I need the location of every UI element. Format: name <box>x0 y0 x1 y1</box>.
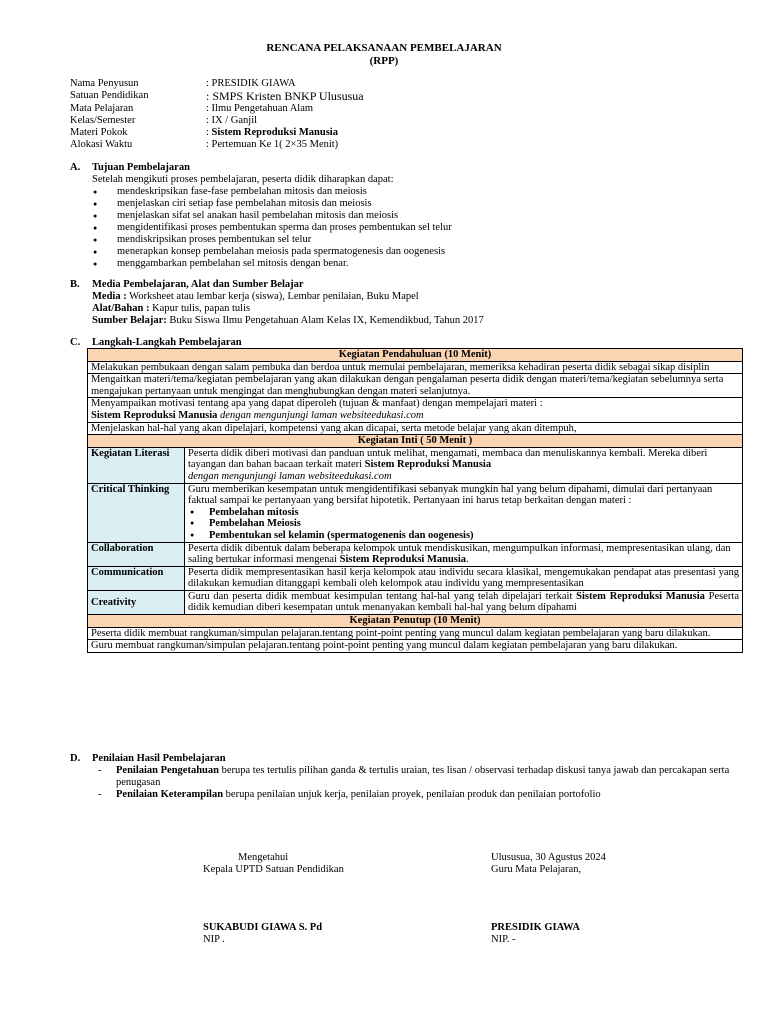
table-row <box>88 361 743 374</box>
table-cell <box>185 590 743 614</box>
learning-steps-table <box>87 348 743 653</box>
media-label: Media : <box>92 291 127 302</box>
section-title: Tujuan Pembelajaran <box>92 162 190 173</box>
media-value: Worksheet atau lembar kerja (siswa), Lembar penilaian, Buku Mapel <box>126 291 419 302</box>
alat-label: Alat/Bahan : <box>92 303 150 314</box>
subtitle-line: (RPP) <box>369 55 399 67</box>
identity-label: Kelas/Semester <box>70 115 136 126</box>
identity-value: : Ilmu Pengetahuan Alam <box>206 103 314 114</box>
table-row <box>88 615 743 628</box>
materi-pokok-value: Sistem Reproduksi Manusia <box>211 127 338 138</box>
table-cell <box>185 483 743 542</box>
assessment-desc: berupa tes tertulis pilihan ganda & tertulis uraian, tes lisan / observasi terhadap diskusi tanya jawab dan percakapan serta penugasan <box>116 765 730 788</box>
assessment-type: Penilaian Pengetahuan <box>116 765 219 776</box>
literasi-label: Kegiatan Literasi <box>88 447 185 483</box>
website-link-text: dengan mengunjungi laman websiteedukasi.com <box>188 470 392 482</box>
identity-value <box>206 127 338 139</box>
list-item: ● mendeskripsikan fase-fase pembelahan mitosis dan meiosis <box>92 186 452 198</box>
table-row <box>88 590 743 614</box>
alat-value: Kapur tulis, papan tulis <box>149 303 251 314</box>
list-item: ● Pembelahan Meiosis <box>188 518 739 530</box>
place-date: Ulususua, 30 Agustus 2024 <box>491 852 606 863</box>
cell-text: Peserta didik dibentuk dalam beberapa kelompok untuk mendiskusikan, mengumpulkan informasi, mempresentasikan ulang, dan saling bertukar informasi mengenai <box>188 542 731 566</box>
website-link-text: dengan mengunjungi laman websiteedukasi.com <box>217 409 424 421</box>
assessment-type: Penilaian Keterampilan <box>116 789 224 800</box>
table-cell: Guru membuat rangkuman/simpulan pelajaran.tentang point-point penting yang muncul dalam kegiatan pembelajaran yang baru dilakukan. <box>88 640 743 653</box>
penutup-header: Kegiatan Penutup (10 Menit) <box>88 615 743 628</box>
identity-label: Nama Penyusun <box>70 78 139 89</box>
table-cell: Mengaitkan materi/tema/kegiatan pembelajaran yang akan dilakukan dengan pengalaman peserta didik dengan materi/tema/kegiatan sebelumnya serta mengajukan pertanyaan untuk mengingat dan menghubungkan dengan materi selanjutnya. <box>88 374 743 398</box>
list-item <box>96 789 746 801</box>
cell-text: Menyampaikan motivasi tentang apa yang dapat diperoleh (tujuan & manfaat) dengan mempelajari materi : <box>91 398 543 410</box>
table-row <box>88 398 743 422</box>
materi-list <box>188 507 739 542</box>
value-prefix: : <box>206 127 212 138</box>
table-row <box>88 349 743 362</box>
list-item: ● mengidentifikasi proses pembentukan sperma dan proses pembentukan sel telur <box>92 222 452 234</box>
table-cell <box>185 447 743 483</box>
materi-name: Sistem Reproduksi Manusia <box>576 590 705 602</box>
materi-name: Sistem Reproduksi Manusia <box>339 554 467 566</box>
materi-name: Sistem Reproduksi Manusia <box>364 459 492 471</box>
right-signatory-name: PRESIDIK GIAWA <box>491 922 580 933</box>
table-row <box>88 374 743 398</box>
left-role: Kepala UPTD Satuan Pendidikan <box>203 864 344 875</box>
identity-label: Materi Pokok <box>70 127 128 138</box>
critical-label: Critical Thinking <box>88 483 185 542</box>
inti-header: Kegiatan Inti ( 50 Menit ) <box>88 435 743 448</box>
list-item <box>96 765 746 789</box>
sumber-line <box>92 315 484 327</box>
table-row <box>88 627 743 640</box>
materi-name: Sistem Reproduksi Manusia <box>91 409 218 421</box>
section-letter: D. <box>70 753 81 764</box>
creativity-label: Creativity <box>88 590 185 614</box>
cell-text: Peserta didik diberi motivasi dan panduan untuk melihat, mengamati, membaca dan menuliskannya kembali. Mereka diberi tayangan dan bahan bacaan terkait materi <box>188 447 708 471</box>
list-item: ● Pembelahan mitosis <box>188 507 739 519</box>
list-item: ● menggambarkan pembelahan sel mitosis dengan benar. <box>92 258 452 270</box>
list-item: ● menjelaskan sifat sel anakan hasil pembelahan mitosis dan meiosis <box>92 210 452 222</box>
media-line <box>92 291 419 303</box>
table-cell: Peserta didik mempresentasikan hasil kerja kelompok atau individu secara klasikal, mengemukakan pendapat atas presentasi yang dilakukan kemudian ditanggapi kembali oleh kelompok atau individu yang mempresentasikan <box>185 566 743 590</box>
table-cell: Melakukan pembukaan dengan salam pembuka dan berdoa untuk memulai pembelajaran, memeriksa kehadiran peserta didik sebagai sikap disiplin <box>88 361 743 374</box>
right-role: Guru Mata Pelajaran, <box>491 864 582 875</box>
pendahuluan-header: Kegiatan Pendahuluan (10 Menit) <box>88 349 743 362</box>
left-nip: NIP . <box>203 934 225 945</box>
identity-label: Mata Pelajaran <box>70 103 134 114</box>
cell-text: Guru dan peserta didik membuat kesimpulan tentang hal-hal yang telah dipelajari terkait <box>188 590 577 602</box>
cell-text: Peserta didik kemudian diberi kesempatan untuk menanyakan kembali hal-hal yang belum dipahami <box>188 590 739 614</box>
identity-value: : IX / Ganjil <box>206 115 258 126</box>
list-item: ● Pembentukan sel kelamin (spermatogenenis dan oogenesis) <box>188 530 739 542</box>
left-signatory-name: SUKABUDI GIAWA S. Pd <box>203 922 323 933</box>
identity-value: : PRESIDIK GIAWA <box>206 78 296 89</box>
section-title: Penilaian Hasil Pembelajaran <box>92 753 226 764</box>
section-title: Langkah-Langkah Pembelajaran <box>92 337 242 348</box>
table-cell: Menjelaskan hal-hal yang akan dipelajari, kompetensi yang akan dicapai, serta metode belajar yang akan ditempuh, <box>88 422 743 435</box>
alat-line <box>92 303 250 315</box>
section-letter: A. <box>70 162 81 173</box>
table-row <box>88 566 743 590</box>
table-row <box>88 542 743 566</box>
identity-label: Alokasi Waktu <box>70 139 133 150</box>
collaboration-label: Collaboration <box>88 542 185 566</box>
list-item: ● menjelaskan ciri setiap fase pembelahan mitosis dan meiosis <box>92 198 452 210</box>
section-a-intro: Setelah mengikuti proses pembelajaran, peserta didik diharapkan dapat: <box>92 174 394 185</box>
objectives-list <box>92 186 452 270</box>
table-cell: Peserta didik membuat rangkuman/simpulan pelajaran.tentang point-point penting yang muncul dalam kegiatan pembelajaran yang baru dilakukan. <box>88 627 743 640</box>
identity-value: : Pertemuan Ke 1( 2×35 Menit) <box>206 139 339 150</box>
cell-text: Guru memberikan kesempatan untuk mengidentifikasi sebanyak mungkin hal yang belum dipahami, dimulai dari pertanyaan faktual sampai ke pertanyaan yang bersifat hipotetik. Pertanyaan ini harus tetap berkaitan dengan materi : <box>188 483 713 507</box>
communication-label: Communication <box>88 566 185 590</box>
section-letter: C. <box>70 337 81 348</box>
table-row <box>88 422 743 435</box>
identity-label: Satuan Pendidikan <box>70 90 149 101</box>
identity-value: : SMPS Kristen BNKP Ulususua <box>206 89 364 103</box>
section-title: Media Pembelajaran, Alat dan Sumber Belajar <box>92 279 304 290</box>
list-item: ● menerapkan konsep pembelahan meiosis pada spermatogenesis dan oogenesis <box>92 246 452 258</box>
table-cell <box>88 398 743 422</box>
list-item: ● mendiskripsikan proses pembentukan sel telur <box>92 234 452 246</box>
table-row <box>88 447 743 483</box>
table-cell <box>185 542 743 566</box>
table-row <box>88 640 743 653</box>
sumber-value: Buku Siswa Ilmu Pengetahuan Alam Kelas IX, Kemendikbud, Tahun 2017 <box>166 315 484 326</box>
assessment-list <box>96 765 746 801</box>
left-heading: Mengetahui <box>238 852 289 863</box>
document-title <box>0 42 768 68</box>
table-row <box>88 483 743 542</box>
table-row <box>88 435 743 448</box>
right-nip: NIP. - <box>491 934 516 945</box>
title-line: RENCANA PELAKSANAAN PEMBELAJARAN <box>266 42 502 54</box>
cell-text-end: . <box>466 554 469 566</box>
sumber-label: Sumber Belajar: <box>92 315 167 326</box>
assessment-desc: berupa penilaian unjuk kerja, penilaian proyek, penilaian produk dan penilaian portofolio <box>223 789 601 800</box>
section-letter: B. <box>70 279 80 290</box>
